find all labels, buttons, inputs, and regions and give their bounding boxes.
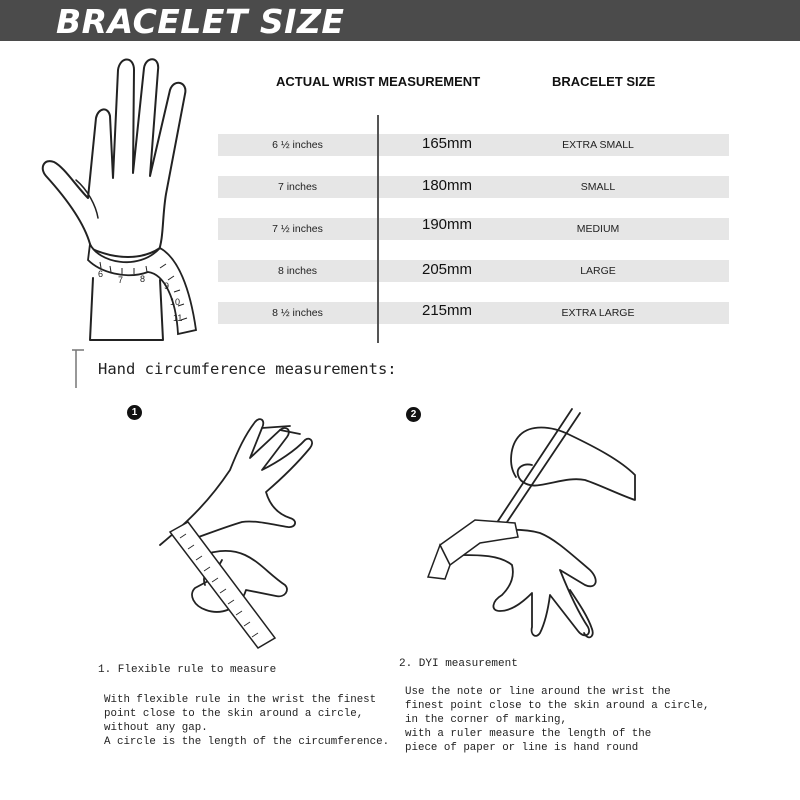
tape-number: 10 — [170, 297, 181, 307]
size-row — [218, 134, 729, 156]
size-cell: SMALL — [580, 181, 616, 193]
section-title: Hand circumference measurements: — [98, 360, 397, 378]
inches-cell: 6 ½ inches — [272, 139, 323, 151]
header-wrist-measurement: ACTUAL WRIST MEASUREMENT — [276, 74, 481, 89]
mm-cell: 215mm — [421, 302, 473, 319]
size-cell: LARGE — [580, 265, 616, 277]
description-line: A circle is the length of the circumference. — [104, 736, 390, 748]
flexible-rule-illustration — [150, 410, 320, 650]
inches-cell: 7 inches — [277, 181, 318, 193]
description-line: point close to the skin around a circle, — [104, 708, 364, 720]
mm-cell: 180mm — [421, 177, 473, 194]
tape-number: 7 — [118, 275, 124, 285]
description-line: in the corner of marking, — [405, 714, 567, 726]
step-caption: 1. Flexible rule to measure — [98, 664, 277, 676]
step-description — [405, 685, 710, 755]
inches-cell: 8 inches — [277, 265, 318, 277]
tape-number: 8 — [140, 274, 146, 284]
size-row — [218, 260, 729, 282]
size-row — [218, 176, 729, 198]
size-cell: EXTRA SMALL — [562, 139, 634, 151]
step-number-badge: 2 — [406, 407, 421, 422]
banner-title: BRACELET SIZE — [56, 2, 345, 41]
step-caption: 2. DYI measurement — [399, 658, 518, 670]
size-row — [218, 302, 729, 324]
description-line: without any gap. — [104, 722, 208, 734]
description-line: finest point close to the skin around a circle, — [405, 700, 710, 712]
description-line: piece of paper or line is hand round — [405, 742, 639, 754]
tape-number: 9 — [164, 281, 170, 291]
step-number-badge: 1 — [127, 405, 142, 420]
table-divider — [377, 115, 379, 343]
hand-with-tape-illustration — [38, 48, 208, 348]
size-cell: EXTRA LARGE — [561, 307, 635, 319]
header-bracelet-size: BRACELET SIZE — [552, 74, 656, 89]
mm-cell: 205mm — [421, 261, 473, 278]
description-line: with a ruler measure the length of the — [405, 728, 652, 740]
title-banner — [0, 0, 800, 41]
mm-cell: 190mm — [421, 216, 473, 233]
step-description — [104, 693, 389, 749]
inches-cell: 7 ½ inches — [272, 223, 323, 235]
dyi-measurement-illustration — [420, 405, 640, 650]
description-line: With flexible rule in the wrist the finest — [104, 694, 377, 706]
section-bracket-mark — [70, 346, 84, 390]
size-cell: MEDIUM — [576, 223, 620, 235]
inches-cell: 8 ½ inches — [272, 307, 323, 319]
size-row — [218, 218, 729, 240]
mm-cell: 165mm — [421, 135, 473, 152]
tape-number: 11 — [173, 313, 183, 323]
tape-number: 6 — [98, 269, 104, 279]
description-line: Use the note or line around the wrist the — [405, 686, 671, 698]
